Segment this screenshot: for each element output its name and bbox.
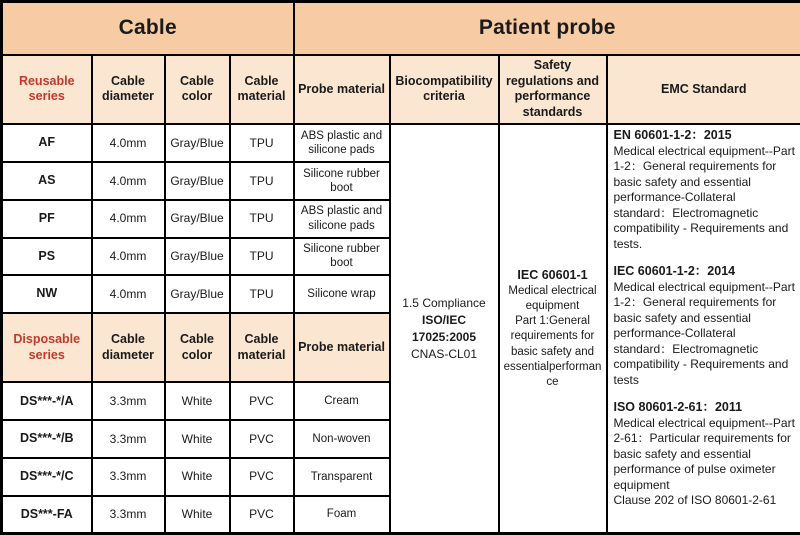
cell-diameter: 4.0mm bbox=[92, 238, 165, 276]
cell-series: AS bbox=[2, 162, 92, 200]
cell-probe-material: Cream bbox=[294, 382, 390, 420]
cell-series: NW bbox=[2, 275, 92, 313]
emc-heading-en60601: EN 60601-1-2：2015 bbox=[613, 128, 732, 143]
cell-probe-material: Silicone wrap bbox=[294, 275, 390, 313]
cell-series: PS bbox=[2, 238, 92, 276]
cell-material: PVC bbox=[230, 420, 294, 458]
cell-color: Gray/Blue bbox=[165, 200, 230, 238]
cable-diameter-header: Cable diameter bbox=[92, 313, 165, 382]
cell-series: DS***-*/A bbox=[2, 382, 92, 420]
safety-standard-title: IEC 60601-1 bbox=[517, 268, 588, 283]
cell-probe-material: Silicone rubber boot bbox=[294, 238, 390, 276]
cell-material: TPU bbox=[230, 162, 294, 200]
cell-material: TPU bbox=[230, 124, 294, 162]
cell-color: White bbox=[165, 458, 230, 496]
cell-color: White bbox=[165, 382, 230, 420]
safety-regulations-cell bbox=[499, 124, 607, 533]
row-af bbox=[2, 124, 800, 162]
probe-material-header: Probe material bbox=[294, 55, 390, 125]
cell-color: Gray/Blue bbox=[165, 275, 230, 313]
cell-probe-material: ABS plastic and silicone pads bbox=[294, 124, 390, 162]
bio-line-standard-number: 17025:2005 bbox=[411, 329, 477, 344]
cable-material-header: Cable material bbox=[230, 55, 294, 125]
cell-diameter: 4.0mm bbox=[92, 275, 165, 313]
biocompatibility-header: Biocompatibility criteria bbox=[390, 55, 499, 125]
emc-body-iso80601: Medical electrical equipment--Part 2-61：Particular requirements for basic safety and essential performance of pulse oximeter equipment bbox=[613, 415, 795, 492]
disposable-series-header: Disposable series bbox=[2, 313, 92, 382]
cell-series: DS***-FA bbox=[2, 496, 92, 534]
cell-color: White bbox=[165, 496, 230, 534]
emc-paragraph-iec60601 bbox=[614, 264, 796, 388]
cell-diameter: 3.3mm bbox=[92, 382, 165, 420]
cell-material: TPU bbox=[230, 275, 294, 313]
cell-material: TPU bbox=[230, 238, 294, 276]
emc-body-iec60601: Medical electrical equipment--Part 1-2：General requirements for basic safety and essential performance-Collateral standard：Electromagnetic compatibility - Requirements and tests bbox=[613, 279, 795, 387]
reusable-series-header: Reusable series bbox=[2, 55, 92, 125]
emc-paragraph-iso80601 bbox=[614, 400, 796, 509]
cell-probe-material: Foam bbox=[294, 496, 390, 534]
emc-heading-iso80601: ISO 80601-2-61：2011 bbox=[613, 400, 743, 415]
patient-probe-section-header: Patient probe bbox=[294, 2, 800, 55]
cell-material: PVC bbox=[230, 496, 294, 534]
cell-diameter: 3.3mm bbox=[92, 458, 165, 496]
cell-diameter: 4.0mm bbox=[92, 200, 165, 238]
cell-series: DS***-*/B bbox=[2, 420, 92, 458]
safety-text-line2: Part 1:General requirements for basic safety and essentialperformance bbox=[503, 315, 602, 388]
emc-standard-header: EMC Standard bbox=[607, 55, 800, 125]
emc-standard-cell bbox=[607, 124, 800, 533]
cable-material-header: Cable material bbox=[230, 313, 294, 382]
cable-section-header: Cable bbox=[2, 2, 294, 55]
cell-probe-material: Non-woven bbox=[294, 420, 390, 458]
cell-color: White bbox=[165, 420, 230, 458]
cell-diameter: 3.3mm bbox=[92, 496, 165, 534]
cell-material: TPU bbox=[230, 200, 294, 238]
cell-color: Gray/Blue bbox=[165, 238, 230, 276]
biocompatibility-cell bbox=[390, 124, 499, 533]
cell-diameter: 4.0mm bbox=[92, 162, 165, 200]
cell-material: PVC bbox=[230, 382, 294, 420]
cell-diameter: 4.0mm bbox=[92, 124, 165, 162]
cell-color: Gray/Blue bbox=[165, 124, 230, 162]
probe-material-header: Probe material bbox=[294, 313, 390, 382]
cable-diameter-header: Cable diameter bbox=[92, 55, 165, 125]
cell-probe-material: Transparent bbox=[294, 458, 390, 496]
cell-diameter: 3.3mm bbox=[92, 420, 165, 458]
cell-probe-material: ABS plastic and silicone pads bbox=[294, 200, 390, 238]
emc-heading-iec60601: IEC 60601-1-2：2014 bbox=[613, 264, 736, 279]
cell-material: PVC bbox=[230, 458, 294, 496]
bio-line-compliance: 1.5 Compliance bbox=[402, 296, 486, 311]
cell-probe-material: Silicone rubber boot bbox=[294, 162, 390, 200]
reusable-header-row bbox=[2, 55, 800, 125]
safety-text-line1: Medical electrical equipment bbox=[508, 284, 597, 313]
bio-line-isoiec: ISO/IEC bbox=[421, 312, 466, 327]
top-header-row bbox=[2, 2, 800, 55]
cable-color-header: Cable color bbox=[165, 55, 230, 125]
cell-series: PF bbox=[2, 200, 92, 238]
cable-color-header: Cable color bbox=[165, 313, 230, 382]
emc-body-en60601: Medical electrical equipment--Part 1-2：General requirements for basic safety and essential performance-Collateral standard：Electromagnetic compatibility - Requirements and tests. bbox=[613, 143, 795, 251]
bio-line-cnas: CNAS-CL01 bbox=[410, 346, 478, 361]
cell-color: Gray/Blue bbox=[165, 162, 230, 200]
emc-paragraph-en60601 bbox=[614, 128, 796, 252]
cell-series: AF bbox=[2, 124, 92, 162]
cell-series: DS***-*/C bbox=[2, 458, 92, 496]
emc-footer-clause: Clause 202 of ISO 80601-2-61 bbox=[613, 493, 777, 508]
safety-regulations-header: Safety regulations and performance standards bbox=[499, 55, 607, 125]
